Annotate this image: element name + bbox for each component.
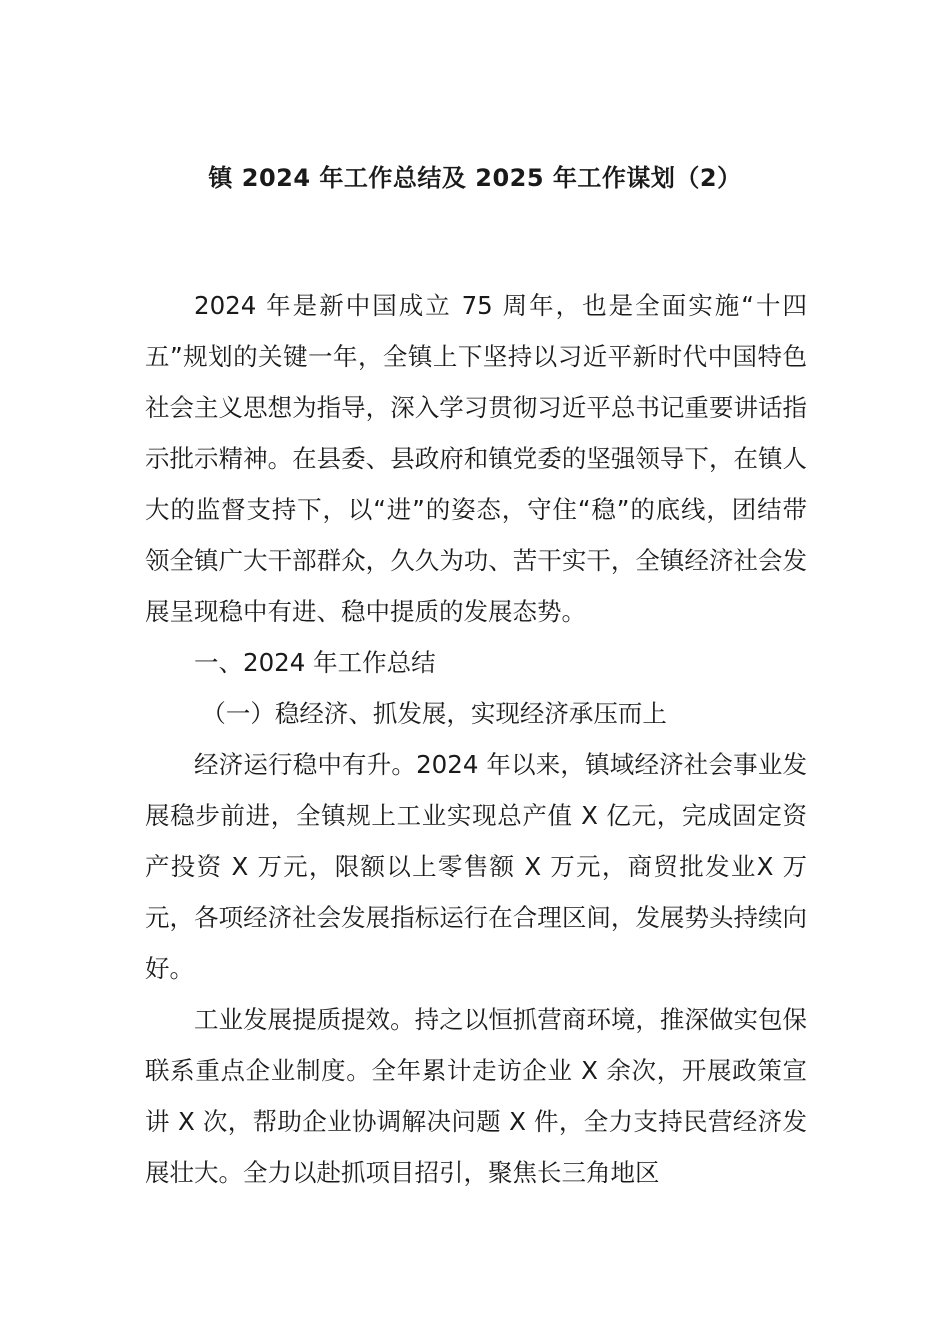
document-title: 镇 2024 年工作总结及 2025 年工作谋划（2） bbox=[208, 164, 742, 192]
paragraph-intro: 2024 年是新中国成立 75 周年，也是全面实施“十四五”规划的关键一年，全镇上下坚持以习近平新时代中国特色社会主义思想为指导，深入学习贯彻习近平总书记重要讲话指示批示精神。在县委、县政府和镇党委的坚强领导下，在镇人大的监督支持下，以“进”的姿态，守住“稳”的底线，团结带领全镇广大干部群众，久久为功、苦干实干，全镇经济社会发展呈现稳中有进、稳中提质的发展态势。 bbox=[145, 291, 807, 626]
paragraph-industry: 工业发展提质提效。持之以恒抓营商环境，推深做实包保联系重点企业制度。全年累计走访企业 X 余次，开展政策宣讲 X 次，帮助企业协调解决问题 X 件，全力支持民营经济发展壮大。全力以赴抓项目招引，聚焦长三角地区 bbox=[145, 1005, 807, 1187]
document-body bbox=[145, 280, 807, 1198]
subsection-heading-1: （一）稳经济、抓发展，实现经济承压而上 bbox=[201, 699, 667, 728]
paragraph-economy: 经济运行稳中有升。2024 年以来，镇域经济社会事业发展稳步前进，全镇规上工业实现总产值 X 亿元，完成固定资产投资 X 万元，限额以上零售额 X 万元，商贸批发业X 万元，各项经济社会发展指标运行在合理区间，发展势头持续向好。 bbox=[145, 750, 807, 983]
section-heading-1: 一、2024 年工作总结 bbox=[194, 648, 436, 677]
